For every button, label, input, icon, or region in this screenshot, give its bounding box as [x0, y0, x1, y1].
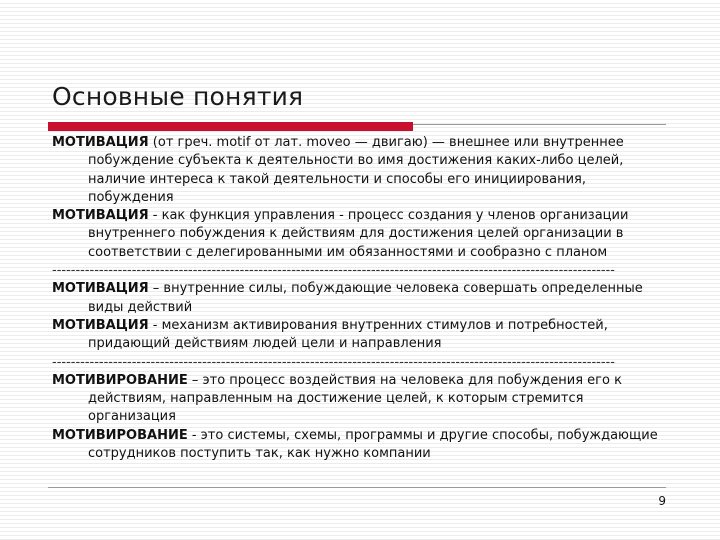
- definition-text: – это процесс воздействия на человека для побуждения его к действиям, направленным на достижение целей, к которым стремится организация: [88, 372, 622, 425]
- definition-term: МОТИВАЦИЯ: [52, 135, 149, 150]
- definition-paragraph: [52, 134, 668, 207]
- definition-paragraph: [52, 372, 668, 427]
- definition-paragraph: [52, 427, 668, 464]
- definition-term: МОТИВАЦИЯ: [52, 317, 149, 333]
- definition-paragraph: [52, 317, 668, 354]
- definition-term: МОТИВАЦИЯ: [52, 281, 149, 297]
- dashed-separator: ------------------------------------------------------------------------------------------------------------------------: [52, 263, 615, 279]
- definition-text: – внутренние силы, побуждающие человека совершать определенные виды действий: [88, 281, 643, 315]
- definition-text: (от греч. motif от лат. moveo — двигаю) — внешнее или внутреннее побуждение субъекта к деятельности во имя достижения каких-либо целей, наличие интереса к такой деятельности и способы его инициирования, побуждения: [88, 135, 624, 205]
- definition-text: - механизм активирования внутренних стимулов и потребностей, придающий действиям людей цели и направления: [88, 317, 608, 352]
- definition-text: - это системы, схемы, программы и другие способы, побуждающие сотрудников поступить так, как нужно компании: [88, 427, 658, 462]
- definition-paragraph: [52, 207, 668, 262]
- definition-term: МОТИВИРОВАНИЕ: [52, 372, 188, 388]
- slide-body: [52, 134, 668, 463]
- definition-term: МОТИВИРОВАНИЕ: [52, 427, 188, 443]
- definition-text: - как функция управления - процесс создания у членов организации внутреннего побуждения к действиям для достижения целей организации в соответствии с делегированными им обязанностями и сообразно с планом: [88, 208, 629, 260]
- dashed-separator: ------------------------------------------------------------------------------------------------------------------------: [52, 354, 615, 370]
- footer-divider: [48, 487, 666, 488]
- title-accent-bar: [48, 122, 413, 131]
- definition-term: МОТИВАЦИЯ: [52, 208, 149, 224]
- definition-paragraph: [52, 280, 668, 317]
- slide-title: Основные понятия: [52, 82, 304, 111]
- page-number: 9: [658, 494, 666, 508]
